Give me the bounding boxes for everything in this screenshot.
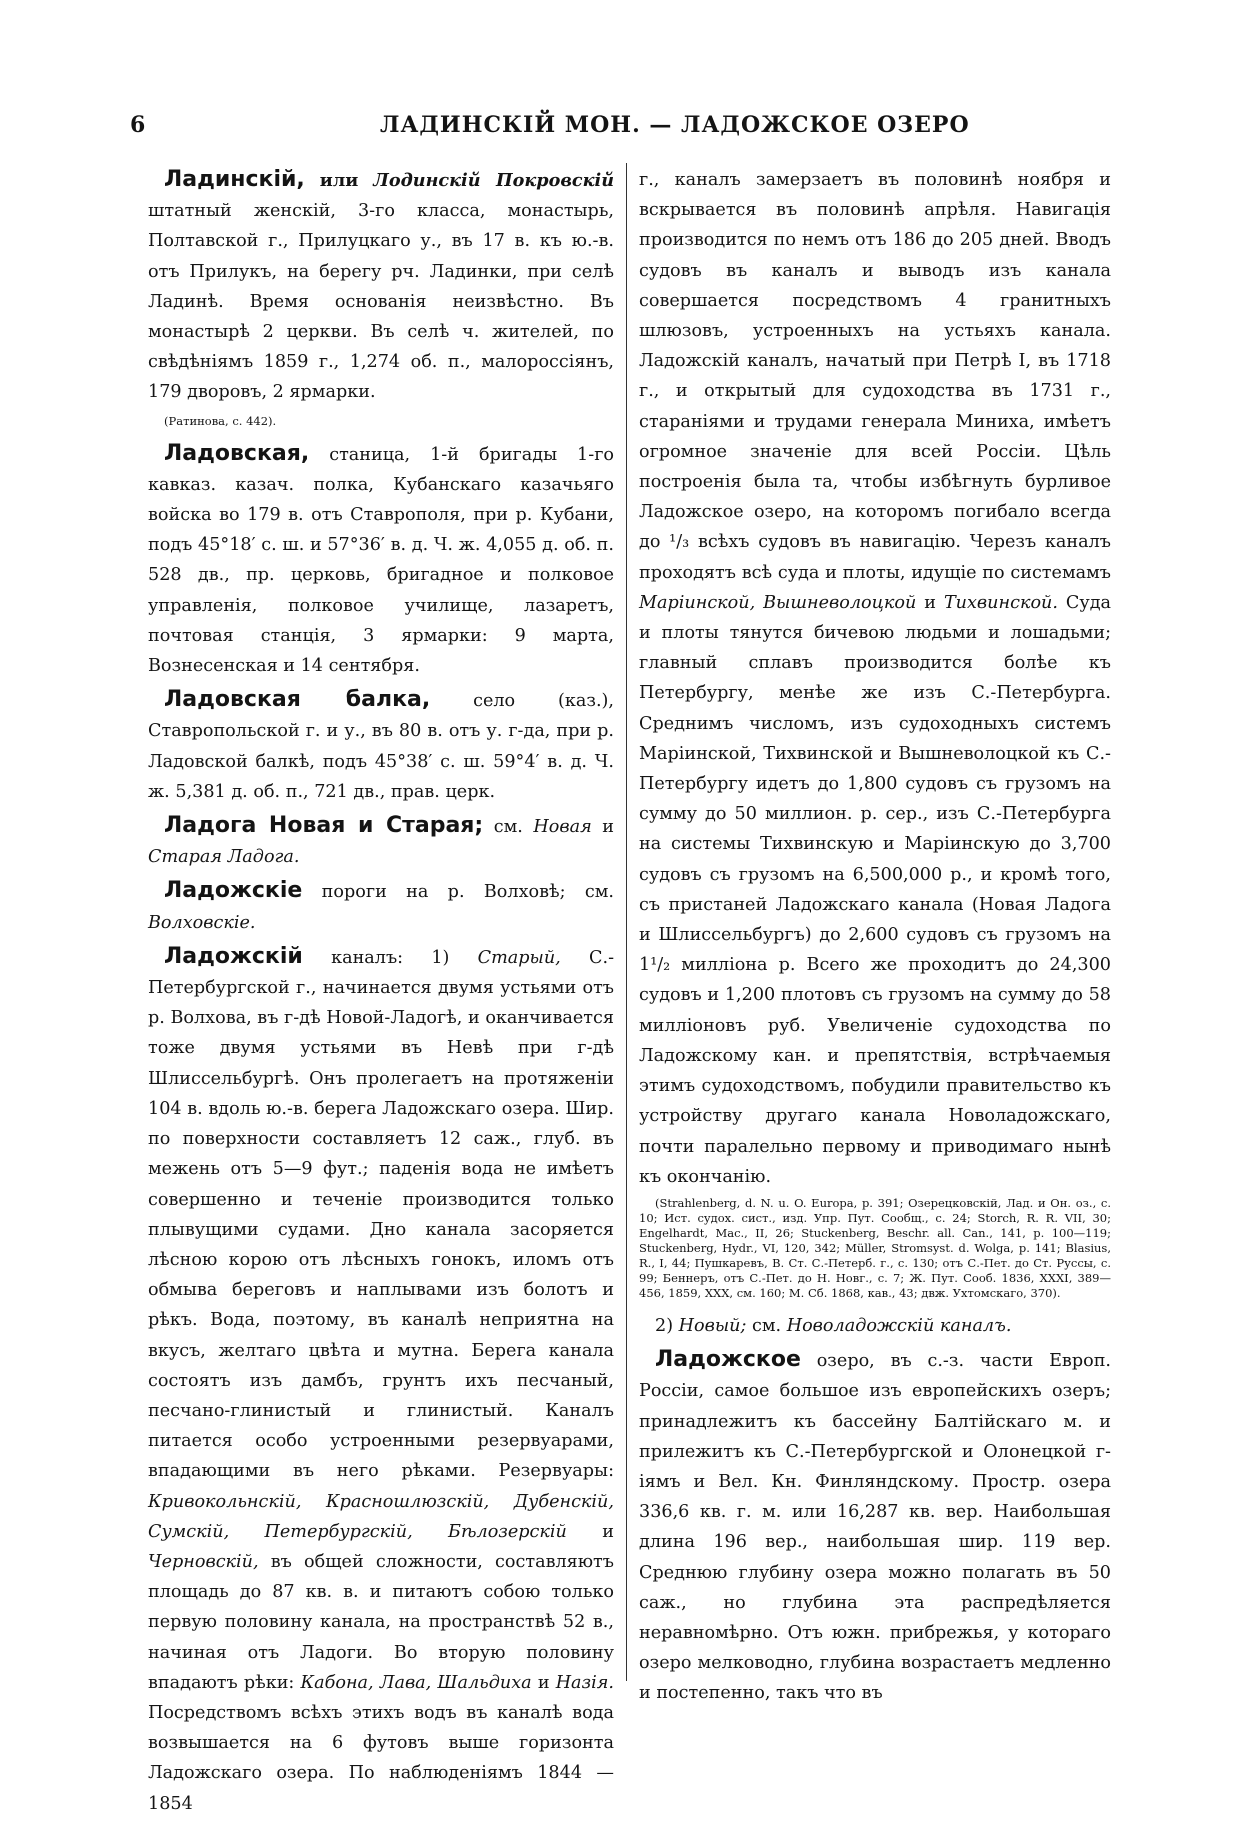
entry-text: Посредствомъ всѣхъ этихъ водъ въ каналѣ вода возвышается на 6 футовъ выше горизонта Ладожскаго озера. По наблюденіямъ 1844 — 1854: [148, 1702, 614, 1814]
entry-text: и: [924, 592, 937, 613]
cross-reference: Новоладожскій каналъ.: [786, 1315, 1012, 1336]
headword: Ладинскій,: [164, 167, 305, 192]
entry-ladovskaya-balka: [148, 685, 614, 807]
entry-text: село (каз.), Ставропольской г. и у., въ 80 в. отъ у. г-да, при р. Ладовской балкѣ, подъ 45°38′ с. ш. 59°4′ в. д. Ч. ж. 5,381 д. об. п., 721 дв., прав. церк.: [148, 691, 614, 802]
cross-reference: Старая Ладога.: [148, 847, 300, 868]
entry-text: каналъ: 1): [331, 947, 450, 968]
entry-ladozhsky-kanal: [148, 942, 614, 1819]
river-names: Кабона, Лава, Шальдиха: [300, 1672, 532, 1693]
entry-text: г., каналъ замерзаетъ въ половинѣ ноября и вскрывается въ половинѣ апрѣля. Навигація производится по немъ отъ 186 до 205 дней. Вводъ судовъ въ каналъ и выводъ изъ канала совершается посредствомъ 4 гранитныхъ шлюзовъ, устроенныхъ на устьяхъ канала. Ладожскій каналъ, начатый при Петрѣ I, въ 1718 г., и открытый для судоходства въ 1731 г., стараніями и трудами генерала Миниха, имѣетъ огромное значеніе для всей Россіи. Цѣль построенія была та, чтобы избѣгнуть бурливое Ладожское озеро, на которомъ погибало всегда до ¹/₃ всѣхъ судовъ въ навигацію. Черезъ каналъ проходятъ всѣ суда и плоты, идущіе по системамъ: [639, 170, 1111, 583]
entry-ladozhsky-kanal-continued: [639, 165, 1111, 1192]
entry-ladoga: [148, 811, 614, 872]
subheading: Новый;: [678, 1315, 747, 1336]
system-names: Тихвинской.: [943, 592, 1058, 613]
entry-text: и: [602, 817, 615, 838]
river-names: Назія.: [555, 1672, 614, 1693]
entry-text: С.-Петербургской г., начинается двумя устьями отъ р. Волхова, въ г-дѣ Новой-Ладогѣ, и оканчивается тоже двумя устьями въ Невѣ при г-дѣ Шлиссельбургѣ. Онъ пролегаетъ на протяженіи 104 в. вдоль ю.-в. берега Ладожскаго озера. Шир. по поверхности составляетъ 12 саж., глуб. въ межень отъ 5—9 фут.; паденія вода не имѣетъ совершенно и теченіе производится только плывущими судами. Дно канала засоряется лѣсною корою отъ лѣсныхъ гонокъ, иломъ отъ обмыва береговъ и наплывами изъ болотъ и рѣкъ. Вода, поэтому, въ каналѣ неприятна на вкусъ, желтаго цвѣта и мутна. Берега канала состоятъ изъ дамбъ, грунтъ ихъ песчаный, песчано-глинистый и глинистый. Каналъ питается особо устроенными резервуарами, впадающими въ него рѣками. Резервуары:: [148, 947, 615, 1482]
entry-text: или: [319, 170, 359, 191]
entry-text: см.: [493, 817, 523, 838]
headword: Ладожскіе: [164, 878, 303, 904]
headword: Ладога Новая и Старая;: [164, 813, 484, 839]
entry-text: 2): [655, 1315, 674, 1336]
cross-reference: Волховскіе.: [148, 912, 256, 933]
source-citation: (Strahlenberg, d. N. u. O. Europa, p. 391; Озерецковскій, Лад. и Он. оз., с. 10; Ист. судох. сист., изд. Упр. Пут. Сообщ., с. 24; Storch, R. R. VII, 30; Engelhardt, Mac., II, 26; Stuckenberg, Beschr. all. Can., 141, p. 100—119; Stuckenberg, Hydr., VI, 120, 342; Müller, Stromsyst. d. Wolga, p. 141; Blasius, R., I, 44; Пушкаревъ, В. Ст. С.-Петерб. г., с. 130; отъ С.-Пет. до Ст. Руссы, с. 99; Беннеръ, отъ С.-Пет. до Н. Новг., с. 7; Ж. Пут. Сооб. 1836, XXXI, 389—456, 1859, XXX, см. 160; М. Сб. 1868, кав., 43; двж. Ухтомскаго, 370).: [639, 1195, 1111, 1300]
entry-text: и: [602, 1521, 615, 1542]
headword: Ладовская балка,: [164, 687, 431, 713]
page-number: 6: [130, 112, 146, 138]
page-header: [130, 112, 1110, 152]
reservoir-names: Черновскій,: [148, 1551, 259, 1572]
entry-ladinsky: [148, 165, 614, 408]
headword: Ладожскій: [164, 943, 303, 969]
entry-text: озеро, въ с.-з. части Европ. Россіи, самое большое изъ европейскихъ озеръ; принадлежитъ къ бассейну Балтійскаго м. и прилежитъ къ С.-Петербургской и Олонецкой г-іямъ и Вел. Кн. Финляндскому. Простр. озера 336,6 кв. г. м. или 16,287 кв. вер. Наибольшая длина 196 вер., наибольшая шир. 119 вер. Среднюю глубину озера можно полагать въ 50 саж., но глубина эта распредѣляется неравномѣрно. Отъ южн. прибрежья, у котораго озеро мелководно, глубина возрастаетъ медленно и постепенно, такъ что въ: [639, 1351, 1112, 1704]
entry-ladovskaya: [148, 439, 614, 682]
running-title: ЛАДИНСКІЙ МОН. — ЛАДОЖСКОЕ ОЗЕРО: [380, 112, 970, 138]
entry-novy-kanal: [639, 1311, 1111, 1341]
entry-text: Суда и плоты тянутся бичевою людьми и лошадьми; главный сплавъ производится болѣе къ Петербургу, менѣе же изъ С.-Петербурга. Среднимъ числомъ, изъ судоходныхъ системъ Маріинской, Тихвинской и Вышневолоцкой къ С.-Петербургу идетъ до 1,800 судовъ съ грузомъ на сумму до 50 миллион. р. сер., изъ С.-Петербурга на системы Тихвинскую и Маріинскую до 3,700 судовъ съ грузомъ на 6,500,000 р., и кромѣ того, съ пристаней Ладожскаго канала (Новая Ладога и Шлиссельбургъ) до 2,600 судовъ съ грузомъ на 1¹/₂ милліона р. Всего же проходитъ до 24,300 судовъ и 1,200 плотовъ съ грузомъ на сумму до 58 милліоновъ руб. Увеличеніе судоходства по Ладожскому кан. и препятствія, встрѣчаемыя этимъ судоходствомъ, побудили правительство къ устройству другаго канала Новоладожскаго, почти паралельно первому и приводимаго нынѣ къ окончанію.: [639, 592, 1112, 1187]
column-divider: [626, 163, 627, 1681]
source-citation: (Ратинова, с. 442).: [164, 413, 277, 428]
headword: Ладовская,: [164, 440, 310, 466]
entry-text: штатный женскій, 3-го класса, монастырь, Полтавской г., Прилуцкаго у., въ 17 в. къ ю.-в. отъ Прилукъ, на берегу рч. Ладинки, при селѣ Ладинѣ. Время основанія неизвѣстно. Въ монастырѣ 2 церкви. Въ селѣ ч. жителей, по свѣдѣніямъ 1859 г., 1,274 об. п., малороссіянъ, 179 дворовъ, 2 ярмарки.: [148, 201, 614, 403]
left-column: [148, 165, 614, 1823]
entry-ladozhskoe-ozero: [639, 1345, 1111, 1708]
cross-reference: Новая: [533, 817, 592, 838]
reservoir-names: Кривокольнскій, Красношлюзскій, Дубенскій, Сумскій, Петербургскій, Бѣлозерскій: [148, 1491, 614, 1542]
right-column: [639, 165, 1111, 1713]
headword: Ладожское: [655, 1347, 801, 1373]
entry-text: станица, 1-й бригады 1-го кавказ. казач. полка, Кубанскаго казачьяго войска во 179 в. отъ Ставрополя, при р. Кубани, подъ 45°18′ с. ш. и 57°36′ в. д. Ч. ж. 4,055 д. об. п. 528 дв., пр. церковь, бригадное и полковое управленія, полковое училище, лазаретъ, почтовая станція, 3 ярмарки: 9 марта, Вознесенская и 14 сентября.: [148, 444, 615, 677]
entry-text: пороги на р. Волховѣ; см.: [321, 882, 614, 903]
entry-text: и: [537, 1672, 550, 1693]
entry-text: въ общей сложности, составляютъ площадь до 87 кв. в. и питаютъ собою только первую половину канала, на пространствѣ 52 в., начиная отъ Ладоги. Во вторую половину впадаютъ рѣки:: [148, 1551, 614, 1693]
subheading: Старый,: [477, 947, 561, 968]
system-names: Маріинской, Вышневолоцкой: [639, 592, 917, 613]
cross-reference: Лодинскій Покровскій: [373, 170, 614, 191]
entry-ladozhskie: [148, 876, 614, 937]
entry-text: см.: [752, 1315, 782, 1336]
